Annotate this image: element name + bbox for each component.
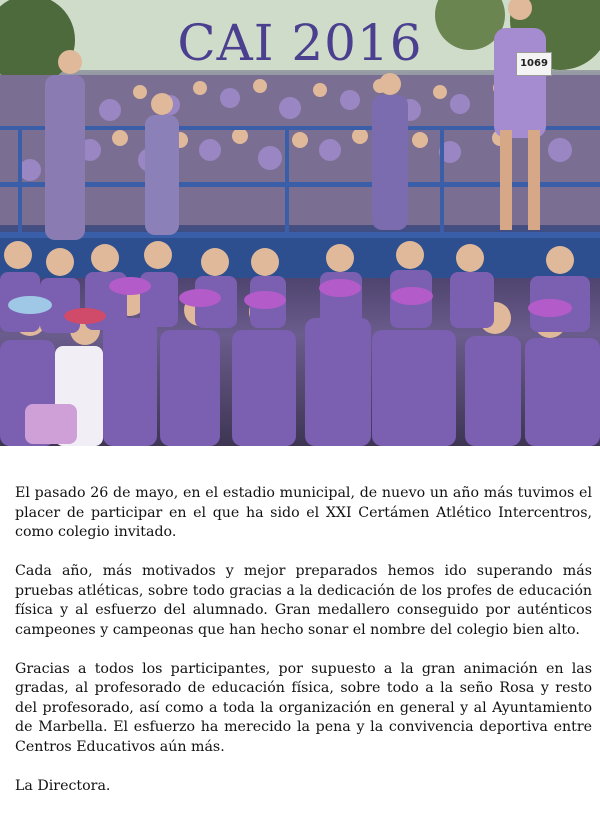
paragraph-1: El pasado 26 de mayo, en el estadio municipal, de nuevo un año más tuvimos el placer de participar en el que ha sido el XXI Certámen Atlético Intercentros, como colegio invitado. <box>15 485 592 540</box>
article-body <box>15 484 592 796</box>
race-bib: 1069 <box>516 52 552 76</box>
paragraph-2: Cada año, más motivados y mejor preparados hemos ido superando más pruebas atléticas, sobre todo gracias a la dedicación de los profes de educación física y al esfuerzo del alumnado. Gran medallero conseguido por auténticos campeones y campeonas que han hecho sonar el nombre del colegio bien alto. <box>15 563 592 638</box>
paragraph-3: Gracias a todos los participantes, por supuesto a la gran animación en las gradas, al profesorado de educación física, sobre todo a la seño Rosa y resto del profesorado, así como a toda la organización en general y al Ayuntamiento de Marbella. El esfuerzo ha merecido la pena y la convivencia deportiva entre Centros Educativos aún más. <box>15 660 592 755</box>
page-title: CAI 2016 <box>177 14 423 72</box>
signature: La Directora. <box>15 777 111 794</box>
